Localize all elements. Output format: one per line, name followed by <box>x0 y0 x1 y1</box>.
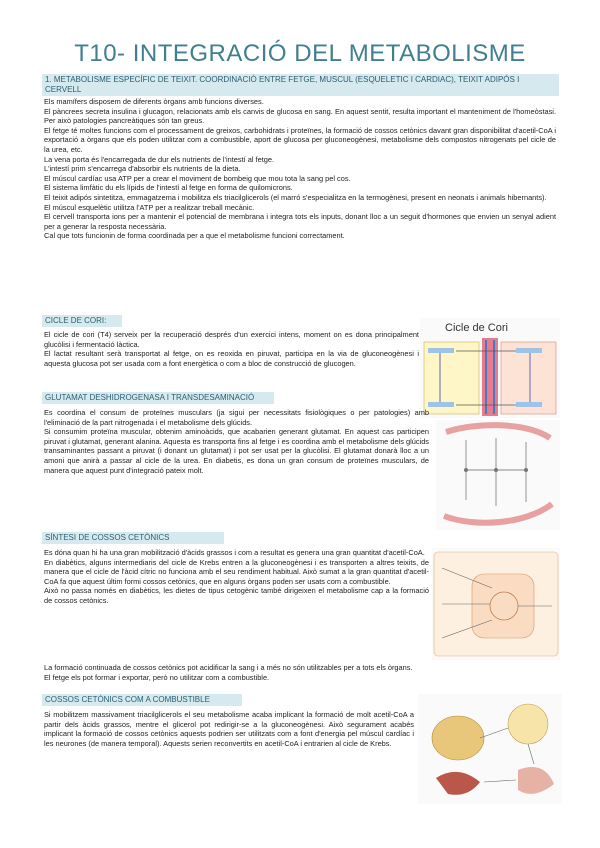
text-line: L'intestí prim s'encarrega d'absorbir els nutrients de la dieta. <box>44 164 241 174</box>
figure-title: Cicle de Cori <box>445 322 508 334</box>
text-line: Si mobilitzem massivament triacilglicerols el seu metabolisme acaba implicant la formació de molt acetil-CoA a partir dels àcids grassos, mentre el glicerol pot redirigir-se a la gluconeogènesi. Això segurament acabés implicant la formació de cossos cetònics aquests podrien ser utilitzats com a font d'energia pel múscul cardíac i les neurones (de manera temporal). Aquests serien reconvertits en acetil-CoA i entrarien al cicle de Krebs. <box>44 710 414 748</box>
text-line: Cal que tots funcionin de forma coordinada per a que el metabolisme funcioni correctament. <box>44 231 345 241</box>
text-line: El cervell transporta ions per a mantenir el potencial de membrana i integra tots els inputs, donant lloc a un seguit d'hormones que envien un senyal adient per a generar la resposta necessària. <box>44 212 556 231</box>
text-line: La vena porta és l'encarregada de dur els nutrients de l'intestí al fetge. <box>44 154 275 164</box>
transamination-figure <box>436 420 560 530</box>
text-line: Si consumim proteïna muscular, obtenim aminoàcids, que acabarien generant glutamat. En aquest cas participen piruvat i glutamat, generant alanina. Aquesta es transporta fins al fetge i es coordina amb el metabolisme dels glúcids transaminantes passant a piruvat (i donant un glutamat) i pot ser usat per la glucòlisi. El glutamat donarà lloc a un amoni que anirà a passar al cicle de la urea. En diabetis, es dona un gran consum de proteïnes musculars, de manera que aquest punt d'integració pateix molt. <box>44 427 429 475</box>
section-header-cori: CICLE DE CORI: <box>42 315 122 327</box>
fuel-figure <box>418 694 562 804</box>
section-header-cossos-cetonics: SÍNTESI DE COSSOS CETÒNICS <box>42 532 224 544</box>
section-header-glutamat: GLUTAMAT DESHIDROGENASA I TRANSDESAMINACIÓ <box>42 392 274 404</box>
text-line: El fetge té moltes funcions com el processament de greixos, carbohidrats i proteïnes, la formació de cossos cetònics davant gran disponibilitat d'acetil-CoA i exportació a òrgans que els poden utilitzar com a combustible, aport de glucosa per gluconeogènesi, metabolisme dels compostos nitrogenats pel cicle de la urea, etc. <box>44 125 556 154</box>
text-line: El múscul esquelètic utilitza l'ATP per a realitzar treball mecànic. <box>44 202 255 212</box>
section-cori-body <box>44 330 419 368</box>
section-cossos-cetonics-body <box>44 548 429 606</box>
section-cossos-cetonics-body-wide <box>44 663 556 682</box>
cori-cycle-diagram <box>420 318 560 418</box>
text-line: El cicle de cori (T4) serveix per la recuperació després d'un exercici intens, moment on es dona principalment glucòlisi i fermentació làctica. <box>44 330 419 349</box>
fuel-diagram <box>418 694 562 804</box>
ketogenesis-diagram <box>432 548 560 660</box>
ketogenesis-figure <box>432 548 560 660</box>
text-line: La formació continuada de cossos cetònics pot acidificar la sang i a més no són utilitzables per a tots els òrgans. <box>44 663 413 672</box>
cori-cycle-figure <box>420 318 560 418</box>
text-line: El teixit adipós sintetitza, emmagatzema i mobilitza els triacilglicerols (el marró s'especialitza en la termogènesi, present en neonats i animals hibernants). <box>44 192 547 202</box>
text-line: El múscul cardíac usa ATP per a crear el moviment de bombeig que mou tota la sang pel cos. <box>44 173 351 183</box>
text-line: Els mamífers disposem de diferents òrgans amb funcions diverses. <box>44 97 264 106</box>
section-combustible-body <box>44 710 414 748</box>
page-title: T10- INTEGRACIÓ DEL METABOLISME <box>74 40 526 67</box>
text-line: El pàncrees secreta insulina i glucagon, relacionats amb els canvis de glucosa en sang. En aquest sentit, resulta important el manteniment de l'homeòstasi. Per això patologies pancreàtiques són tan greus. <box>44 106 556 126</box>
text-line: El fetge els pot formar i exportar, però no utilitzar com a combustible. <box>44 672 270 682</box>
text-line: Es dóna quan hi ha una gran mobilització d'àcids grassos i com a resultat es genera una gran quantitat d'acetil-CoA. <box>44 548 425 557</box>
text-line: El lactat resultant serà transportat al fetge, on es reoxida en piruvat, participa en la via de gluconeogènesi i aquesta glucosa pot ser usada com a font energètica o com a bloc de construcció de glucogen. <box>44 349 419 368</box>
text-line: Això no passa només en diabètics, les dietes de tipus cetogènic també dirigeixen el metabolisme cap a la formació de cossos cetònics. <box>44 586 429 605</box>
section-metabolisme-body <box>44 97 556 241</box>
section-header-metabolisme: 1. METABOLISME ESPECÍFIC DE TEIXIT. COORDINACIÓ ENTRE FETGE, MUSCUL (ESQUELETIC I CARDIAC), TEIXIT ADIPÓS I CERVELL <box>42 74 559 96</box>
section-header-combustible: COSSOS CETÒNICS COM A COMBUSTIBLE <box>42 694 242 706</box>
section-glutamat-body <box>44 408 429 475</box>
transamination-diagram <box>436 420 560 530</box>
text-line: El sistema limfàtic du els lípids de l'intestí al fetge en forma de quilomicrons. <box>44 183 293 193</box>
text-line: Es coordina el consum de proteïnes musculars (ja sigui per necessitats fisiològiques o per patologies) amb l'eliminació de la part nitrogenada i el metabolisme dels glúcids. <box>44 408 429 427</box>
text-line: En diabètics, alguns intermediaris del cicle de Krebs entren a la gluconeogènesi i es transporten a altres teixits, de manera que el cicle de l'àcid cítric no funciona amb el seu rendiment habitual. Això sumat a la gran quantitat d'acetil-CoA fa que aquest últim formi cossos cetònics, que en alguns òrgans poden ser usats com a combustible. <box>44 557 429 586</box>
